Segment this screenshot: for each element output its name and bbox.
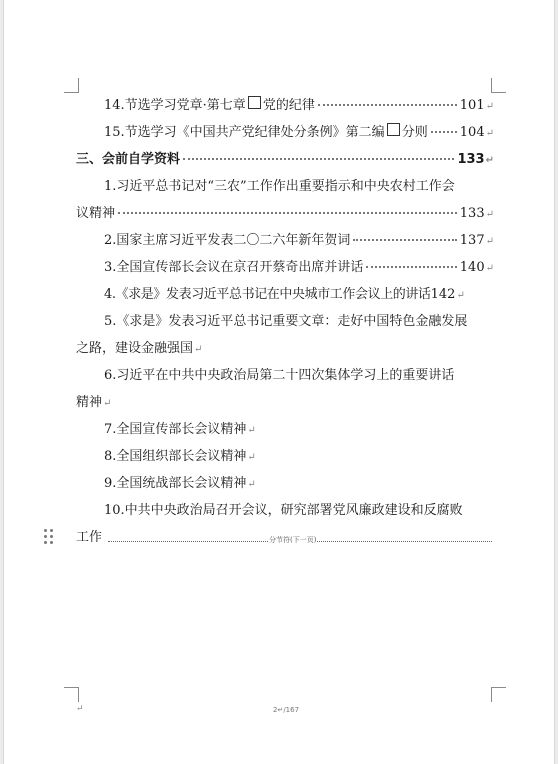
dot-leader — [118, 211, 457, 214]
paragraph-mark: ↵ — [247, 479, 256, 490]
toc-page-number: 104 — [459, 125, 485, 140]
toc-page-number: 142 — [430, 287, 456, 302]
toc-page-number: 133 — [457, 152, 485, 167]
toc-section-heading[interactable] — [76, 148, 494, 170]
paragraph-mark: ↵ — [485, 236, 494, 247]
paragraph-mark: ↵ — [485, 155, 494, 166]
toc-entry-text: 工作 — [76, 530, 103, 545]
toc-page-number: 101 — [459, 98, 485, 113]
crop-mark-top-right — [491, 78, 506, 93]
toc-entry-text: 9.全国统战部长会议精神 — [104, 476, 247, 491]
toc-entry-text: 4.《求是》发表习近平总书记在中央城市工作会议上的讲话 — [104, 287, 431, 302]
dot-leader — [318, 103, 457, 106]
toc-page-number: 133 — [459, 206, 485, 221]
toc-entry-9[interactable] — [76, 472, 494, 494]
toc-entry-text: 2.国家主席习近平发表二〇二六年新年贺词 — [104, 233, 351, 248]
toc-entry-text: 3.全国宣传部长会议在京召开蔡奇出席并讲话 — [104, 260, 364, 275]
page-number: 2↵/167 — [273, 706, 300, 714]
paragraph-mark: ↵ — [485, 209, 494, 220]
toc-entry-text: 14.节选学习党章·第七章 — [104, 98, 246, 113]
toc-entry-3[interactable] — [76, 256, 494, 278]
crop-mark-bottom-left — [64, 687, 79, 702]
toc-entry-10-cont[interactable] — [76, 526, 106, 548]
toc-entry-text: 7.全国宣传部长会议精神 — [104, 422, 247, 437]
section-break-label: 分节符(下一页) — [269, 536, 317, 544]
dot-leader — [353, 238, 456, 241]
toc-entry-text: 议精神 — [76, 206, 116, 221]
toc-entry-6-cont[interactable] — [76, 391, 494, 413]
dot-leader — [431, 130, 457, 133]
drag-handle-icon[interactable] — [44, 529, 54, 545]
crop-mark-bottom-right — [491, 687, 506, 702]
paragraph-mark: ↵ — [485, 128, 494, 139]
toc-entry-2[interactable] — [76, 229, 494, 251]
toc-entry-6[interactable] — [76, 364, 494, 386]
document-page[interactable] — [3, 0, 555, 764]
missing-glyph-box — [248, 96, 261, 109]
toc-entry-text: 1.习近平总书记对“三农”工作作出重要指示和中央农村工作会 — [104, 179, 455, 194]
toc-entry-7[interactable] — [76, 418, 494, 440]
toc-entry-5[interactable] — [76, 310, 494, 332]
toc-entry-text-after: 分则 — [401, 125, 428, 140]
toc-page-number: 140 — [459, 260, 485, 275]
toc-entry-1[interactable] — [76, 175, 494, 197]
paragraph-mark: ↵ — [194, 344, 203, 355]
toc-page-number: 137 — [459, 233, 485, 248]
toc-entry-text: 10.中共中央政治局召开会议，研究部署党风廉政建设和反腐败 — [104, 503, 463, 518]
paragraph-mark: ↵ — [103, 398, 112, 409]
paragraph-mark: ↵ — [76, 704, 84, 714]
toc-entry-text-after: 党的纪律 — [262, 98, 315, 113]
toc-entry-5-cont[interactable] — [76, 337, 494, 359]
toc-entry-text: 之路，建设金融强国 — [76, 341, 194, 356]
missing-glyph-box — [387, 123, 400, 136]
toc-entry-1-cont[interactable] — [76, 202, 494, 224]
toc-entry-4[interactable] — [76, 283, 494, 305]
toc-entry-15[interactable] — [76, 121, 494, 143]
toc-entry-10[interactable] — [76, 499, 494, 521]
dot-leader — [366, 265, 456, 268]
toc-entry-text: 5.《求是》发表习近平总书记重要文章：走好中国特色金融发展 — [104, 314, 468, 329]
toc-entry-14[interactable] — [76, 94, 494, 116]
paragraph-mark: ↵ — [456, 290, 465, 301]
paragraph-mark: ↵ — [247, 452, 256, 463]
toc-entry-text: 精神 — [76, 395, 103, 410]
paragraph-mark: ↵ — [247, 425, 256, 436]
toc-entry-text: 6.习近平在中共中央政治局第二十四次集体学习上的重要讲话 — [104, 368, 455, 383]
dot-leader — [183, 157, 454, 160]
toc-entry-text: 15.节选学习《中国共产党纪律处分条例》第二编 — [104, 125, 385, 140]
toc-heading-text: 三、会前自学资料 — [76, 152, 181, 167]
paragraph-mark: ↵ — [485, 101, 494, 112]
toc-entry-8[interactable] — [76, 445, 494, 467]
paragraph-mark: ↵ — [485, 263, 494, 274]
toc-entry-text: 8.全国组织部长会议精神 — [104, 449, 247, 464]
crop-mark-top-left — [64, 78, 79, 93]
